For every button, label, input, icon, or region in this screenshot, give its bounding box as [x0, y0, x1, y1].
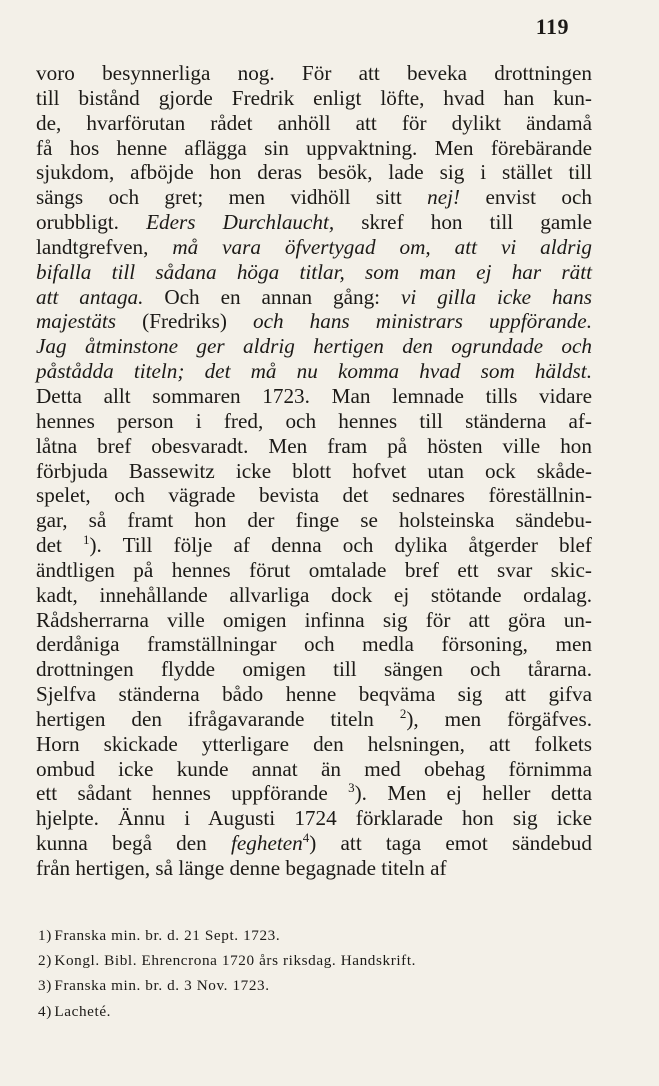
- text-line: [36, 533, 592, 558]
- text-line: [36, 632, 592, 657]
- footnote-marker: 1: [83, 531, 90, 547]
- footnote-number: 4): [38, 1002, 52, 1020]
- footnote-marker: 3: [348, 780, 355, 796]
- italic-text: Eders Durchlaucht,: [146, 210, 335, 235]
- body-text: [36, 61, 592, 881]
- text-run: sängs och gret; men vidhöll sitt: [36, 185, 428, 210]
- text-run: ) att taga emot sändebud: [309, 831, 592, 856]
- text-line: [36, 260, 592, 285]
- text-run: Rådsherrarna ville omigen infinna sig för att göra un-: [36, 607, 592, 632]
- text-line: [36, 583, 592, 608]
- text-line: [36, 831, 592, 856]
- text-run: sjukdom, afböjde hon deras besök, lade sig i stället till: [36, 160, 592, 185]
- footnote-text: Franska min. br. d. 21 Sept. 1723.: [54, 927, 281, 944]
- italic-text: fegheten: [230, 831, 303, 856]
- text-line: [36, 409, 592, 434]
- text-line: [36, 757, 592, 782]
- text-run: hjelpte. Ännu i Augusti 1724 förklarade hon sig icke: [36, 806, 592, 831]
- footnote-text: Lacheté.: [54, 1002, 112, 1020]
- text-run: ändtligen på hennes förut omtalade bref ett svar skic-: [36, 557, 592, 582]
- text-run: derdåniga framställningar och medla försoning, men: [36, 632, 592, 657]
- italic-text: Jag åtminstone ger aldrig hertigen den ogrundade och: [36, 334, 592, 359]
- footnote: [38, 923, 598, 948]
- footnote-marker: 2: [399, 705, 407, 721]
- text-line: [36, 136, 592, 161]
- text-line: [36, 806, 592, 831]
- text-line: [36, 732, 592, 757]
- text-run: Sjelfva ständerna bådo henne beqväma sig att gifva: [36, 682, 592, 707]
- italic-text: och hans ministrars uppförande.: [252, 309, 592, 334]
- text-run: hertigen den ifrågavarande titeln: [36, 706, 400, 731]
- text-run: från hertigen, så länge denne begagnade titeln af: [36, 856, 447, 880]
- text-run: spelet, och vägrade bevista det sednares föreställnin-: [36, 483, 592, 508]
- text-line: [36, 309, 592, 334]
- page-number: 119: [535, 14, 569, 39]
- text-line: [36, 334, 592, 359]
- text-line: [36, 61, 592, 86]
- text-run: Och en annan gång:: [143, 284, 401, 309]
- footnote-number: 3): [38, 977, 52, 995]
- text-run: landtgrefven,: [36, 234, 173, 259]
- text-line: [36, 558, 592, 583]
- text-line: [36, 359, 592, 384]
- text-line: [36, 384, 592, 409]
- text-run: (Fredriks): [116, 309, 253, 334]
- text-line: [36, 608, 592, 633]
- text-line: [36, 682, 592, 707]
- text-run: gar, så framt hon der finge se holsteinska sändebu-: [36, 508, 592, 533]
- text-line: [36, 434, 592, 459]
- text-line: [36, 508, 592, 533]
- italic-text: vi gilla icke hans: [400, 284, 592, 309]
- text-run: kunna begå den: [36, 831, 231, 856]
- text-run: orubbligt.: [36, 210, 147, 235]
- footnote-text: Franska min. br. d. 3 Nov. 1723.: [54, 977, 270, 995]
- italic-text: bifalla till sådana höga titlar, som man ej har rätt: [36, 259, 592, 284]
- text-run: de, hvarförutan rådet anhöll att för dylikt ändamå: [36, 110, 592, 135]
- text-line: [36, 111, 592, 136]
- text-run: drottningen flydde omigen till sängen och tårarna.: [36, 657, 592, 682]
- footnote: [38, 999, 598, 1024]
- text-run: voro besynnerliga nog. För att beveka drottningen: [36, 61, 592, 85]
- italic-text: påstådda titeln; det må nu komma hvad som häldst.: [36, 359, 592, 384]
- text-run: ). Till följe af denna och dylika åtgerder blef: [89, 533, 592, 558]
- italic-text: nej!: [427, 185, 461, 210]
- text-run: få hos henne aflägga sin uppvaktning. Men förebärande: [36, 135, 592, 160]
- text-line: [36, 235, 592, 260]
- text-line: [36, 856, 592, 881]
- text-line: [36, 707, 592, 732]
- text-run: ), men förgäfves.: [406, 706, 592, 731]
- text-line: [36, 483, 592, 508]
- text-line: [36, 459, 592, 484]
- text-run: ombud icke kunde annat än med obehag förnimma: [36, 756, 592, 781]
- text-line: [36, 185, 592, 210]
- text-run: det: [36, 533, 83, 558]
- text-run: envist och: [460, 185, 593, 210]
- footnotes: [38, 923, 598, 1024]
- text-run: skref hon till gamle: [334, 210, 592, 235]
- text-line: [36, 781, 592, 806]
- text-run: kadt, innehållande allvarliga dock ej stötande ordalag.: [36, 582, 592, 607]
- text-run: Horn skickade ytterligare den helsningen, att folkets: [36, 731, 592, 756]
- text-line: [36, 210, 592, 235]
- text-run: ett sådant hennes uppförande: [36, 781, 349, 806]
- text-run: till bistånd gjorde Fredrik enligt löfte, hvad han kun-: [36, 85, 592, 110]
- italic-text: att antaga.: [36, 284, 144, 309]
- text-run: ). Men ej heller detta: [354, 781, 593, 806]
- text-line: [36, 86, 592, 111]
- footnote: [38, 973, 598, 998]
- footnote-text: Kongl. Bibl. Ehrencrona 1720 års riksdag. Handskrift.: [54, 952, 417, 970]
- footnote-marker: 4: [302, 830, 310, 846]
- text-run: hennes person i fred, och hennes till ständerna af-: [36, 408, 592, 433]
- text-line: [36, 657, 592, 682]
- italic-text: majestäts: [36, 309, 117, 334]
- footnote: [38, 948, 598, 973]
- text-line: [36, 160, 592, 185]
- footnote-number: 1): [38, 927, 52, 944]
- italic-text: må vara öfvertygad om, att vi aldrig: [172, 234, 592, 259]
- text-run: Detta allt sommaren 1723. Man lemnade tills vidare: [36, 383, 592, 408]
- footnote-number: 2): [38, 952, 52, 970]
- text-run: förbjuda Bassewitz icke blott hofvet utan ock skåde-: [36, 458, 592, 483]
- text-line: [36, 285, 592, 310]
- text-run: låtna bref obesvaradt. Men fram på hösten ville hon: [36, 433, 592, 458]
